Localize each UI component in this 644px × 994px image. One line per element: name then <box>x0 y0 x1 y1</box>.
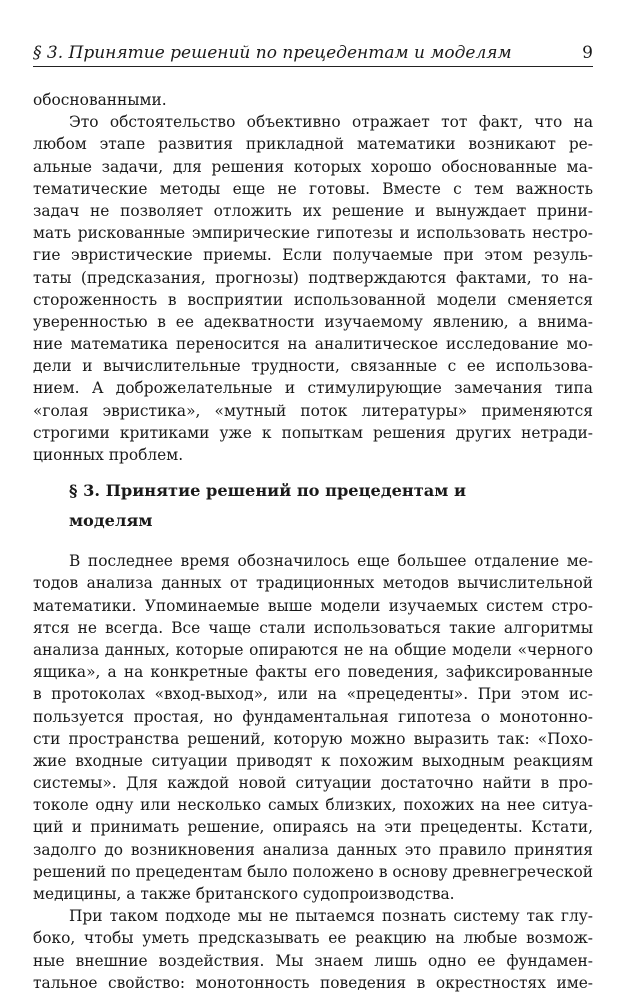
text-line: дели и вычислительные трудности, связанные с ее использова- <box>33 357 593 376</box>
text-line: обоснованными. <box>33 91 167 109</box>
text-line: в протоколах «вход-выход», или на «прецеденты». При этом ис- <box>33 685 593 704</box>
text-line: строгими критиками уже к попыткам решения других нетради- <box>33 423 593 442</box>
body-text <box>33 89 593 994</box>
text-line: ящика», а на конкретные факты его поведения, зафиксированные <box>33 663 593 682</box>
paragraph-3 <box>33 905 593 994</box>
text-line: пользуется простая, но фундаментальная гипотеза о монотонно- <box>33 707 593 726</box>
book-page <box>33 40 593 994</box>
text-line: решений по прецедентам было положено в основу древнегреческой <box>33 862 593 881</box>
paragraph-1 <box>33 89 593 466</box>
text-line: ций и принимать решение, опираясь на эти прецеденты. Кстати, <box>33 818 593 837</box>
text-line: ные внешние воздействия. Мы знаем лишь одно ее фундамен- <box>33 951 593 970</box>
section-heading-line-2: моделям <box>69 511 153 531</box>
text-line: тальное свойство: монотонность поведения в окрестностях име- <box>33 973 593 992</box>
section-heading <box>33 476 593 536</box>
text-line: уверенностью в ее адекватности изучаемому явлению, а внима- <box>33 312 593 331</box>
text-line: В последнее время обозначилось еще большее отдаление ме- <box>69 552 593 571</box>
text-line: мать рискованные эмпирические гипотезы и использовать нестро- <box>33 224 593 243</box>
text-line: тематические методы еще не готовы. Вместе с тем важность <box>33 179 593 198</box>
text-line: анализа данных, которые опираются не на общие модели «черного <box>33 640 593 659</box>
text-line: нием. А доброжелательные и стимулирующие замечания типа <box>33 379 593 398</box>
text-line: токоле одну или несколько самых близких, похожих на нее ситуа- <box>33 796 593 815</box>
text-line: боко, чтобы уметь предсказывать ее реакцию на любые возмож- <box>33 929 593 948</box>
text-line: При таком подходе мы не пытаемся познать систему так глу- <box>69 907 593 926</box>
section-heading-line-1: § 3. Принятие решений по прецедентам и <box>69 481 466 501</box>
text-line: сти пространства решений, которую можно выразить так: «Похо- <box>33 729 593 748</box>
text-line: стороженность в восприятии использованной модели сменяется <box>33 290 593 309</box>
text-line: Это обстоятельство объективно отражает тот факт, что на <box>69 113 593 132</box>
text-line: задолго до возникновения анализа данных это правило принятия <box>33 840 593 859</box>
text-line: математики. Упоминаемые выше модели изучаемых систем стро- <box>33 596 593 615</box>
text-line: гие эвристические приемы. Если получаемые при этом резуль- <box>33 246 593 265</box>
running-head <box>33 40 593 67</box>
page-number: 9 <box>582 43 593 63</box>
text-line: «голая эвристика», «мутный поток литературы» применяются <box>33 401 593 420</box>
text-line: таты (предсказания, прогнозы) подтверждаются фактами, то на- <box>33 268 593 287</box>
text-line: жие входные ситуации приводят к похожим выходным реакциям <box>33 751 593 770</box>
text-line: задач не позволяет отложить их решение и вынуждает прини- <box>33 201 593 220</box>
text-line: системы». Для каждой новой ситуации достаточно найти в про- <box>33 774 593 793</box>
text-line: тодов анализа данных от традиционных методов вычислительной <box>33 574 593 593</box>
text-line: ние математика переносится на аналитическое исследование мо- <box>33 335 593 354</box>
text-line: ционных проблем. <box>33 446 184 464</box>
text-line: альные задачи, для решения которых хорошо обоснованные ма- <box>33 157 593 176</box>
paragraph-2 <box>33 550 593 905</box>
running-head-title: § 3. Принятие решений по прецедентам и моделям <box>33 43 512 63</box>
text-line: любом этапе развития прикладной математики возникают ре- <box>33 135 593 154</box>
text-line: ятся не всегда. Все чаще стали использоваться такие алгоритмы <box>33 618 593 637</box>
text-line: медицины, а также британского судопроизводства. <box>33 885 455 903</box>
